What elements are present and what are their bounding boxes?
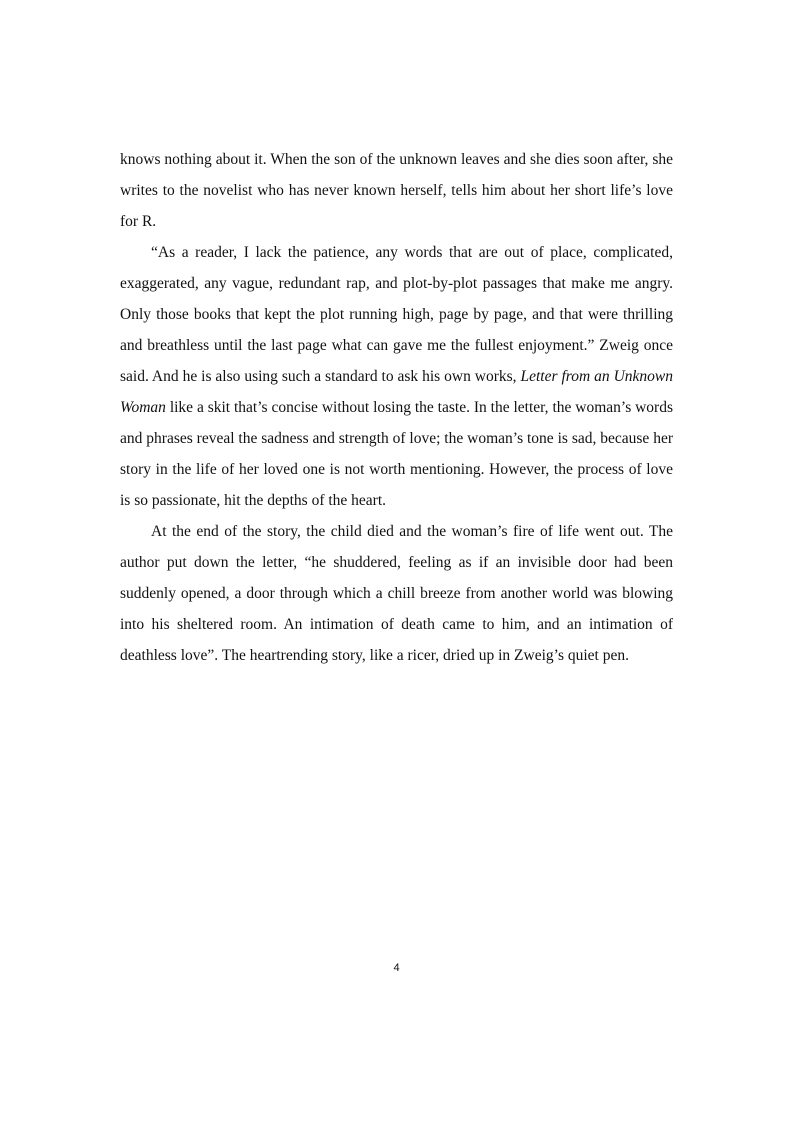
paragraph [120, 516, 673, 671]
book-title: Letter from an Unknown Woman [120, 368, 673, 416]
body-text [120, 144, 673, 671]
text-run: knows nothing about it. When the son of the unknown leaves and she dies soon after, she writes to the novelist who has never known herself, tells him about her short life’s love for R. [120, 151, 673, 230]
text-run: At the end of the story, the child died and the woman’s fire of life went out. The author put down the letter, “he shuddered, feeling as if an invisible door had been suddenly opened, a door through which a chill breeze from another world was blowing into his sheltered room. An intimation of death came to him, and an intimation of deathless love”. The heartrending story, like a ricer, dried up in Zweig’s quiet pen. [120, 523, 673, 664]
text-run: like a skit that’s concise without losing the taste. In the letter, the woman’s words and phrases reveal the sadness and strength of love; the woman’s tone is sad, because her story in the life of her loved one is not worth mentioning. However, the process of love is so passionate, hit the depths of the heart. [120, 399, 673, 509]
paragraph [120, 237, 673, 516]
paragraph [120, 144, 673, 237]
page-number: 4 [393, 962, 400, 974]
text-run: “As a reader, I lack the patience, any words that are out of place, complicated, exaggerated, any vague, redundant rap, and plot-by-plot passages that make me angry. Only those books that kept the plot running high, page by page, and that were thrilling and breathless until the last page what can gave me the fullest enjoyment.” Zweig once said. And he is also using such a standard to ask his own works, [120, 244, 673, 385]
